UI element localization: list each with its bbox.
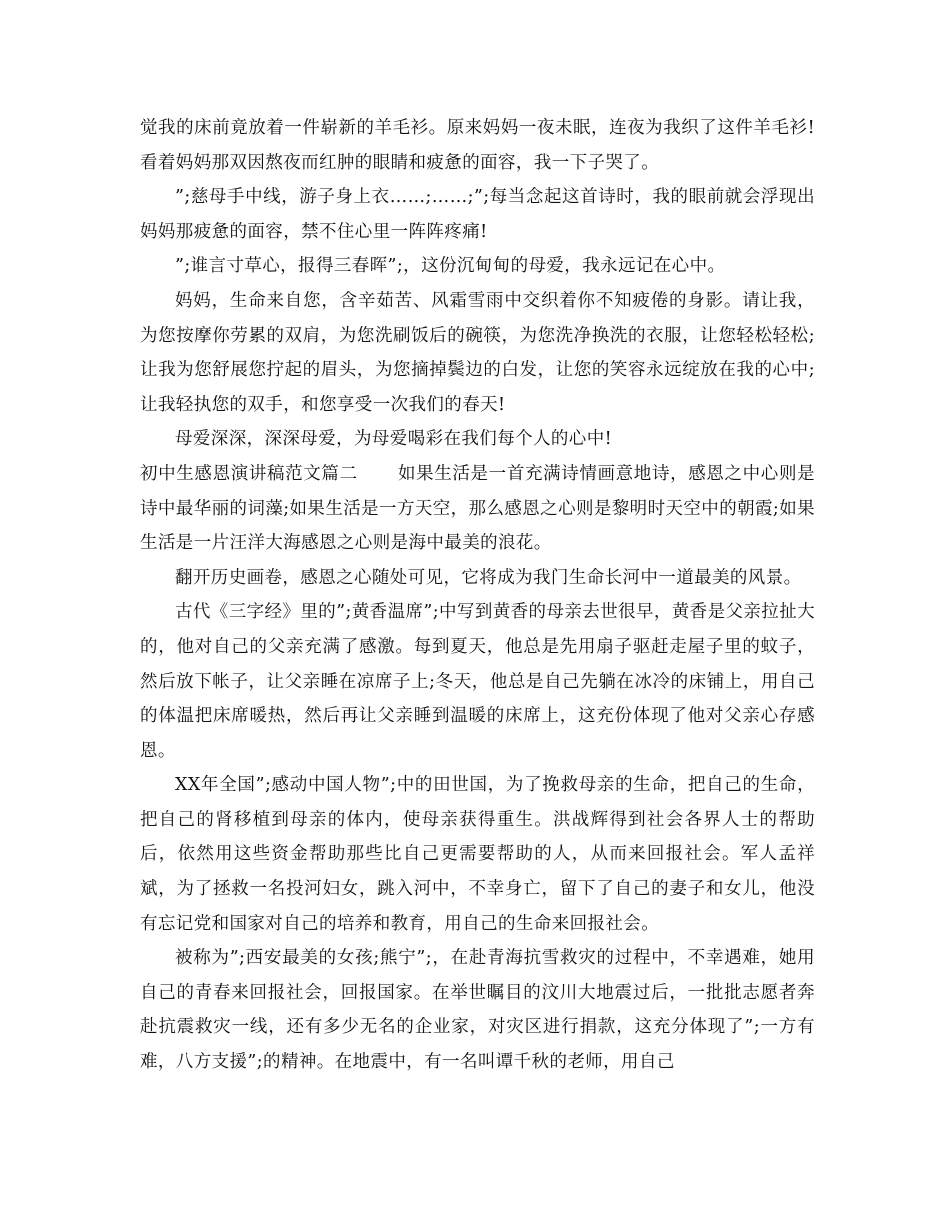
paragraph: 母爱深深，深深母爱，为母爱喝彩在我们每个人的心中! [175,429,613,450]
paragraph: 古代《三字经》里的”;黄香温席”;中写到黄香的母亲去世很早，黄香是父亲拉扯大的，他对自己的父亲充满了感激。每到夏天，他总是先用扇子驱赶走屋子里的蚊子，然后放下帐子，让父亲睡在凉席子上;冬天，他总是自己先躺在冰冷的床铺上，用自己的体温把床席暖热，然后再让父亲睡到温暖的床席上，这充份体现了他对父亲心存感恩。 [140,602,815,761]
section-paragraph [140,457,815,561]
paragraph: 翻开历史画卷，感恩之心随处可见，它将成为我门生命长河中一道最美的风景。 [175,567,802,588]
paragraph: 被称为”;西安最美的女孩;熊宁”;，在赴青海抗雪救灾的过程中，不幸遇难，她用自己的青春来回报社会，回报国家。在举世瞩目的汶川大地震过后，一批批志愿者奔赴抗震救灾一线，还有多少无名的企业家，对灾区进行捐款，这充分体现了”;一方有难，八方支援”;的精神。在地震中，有一名叫谭千秋的老师，用自己 [140,948,815,1073]
paragraph: XX年全国”;感动中国人物”;中的田世国，为了挽救母亲的生命，把自己的生命，把自己的肾移植到母亲的体内，使母亲获得重生。洪战辉得到社会各界人士的帮助后，依然用这些资金帮助那些比自己更需要帮助的人，从而来回报社会。军人孟祥斌，为了拯救一名投河妇女，跳入河中，不幸身亡，留下了自己的妻子和女儿，他没有忘记党和国家对自己的培养和教育，用自己的生命来回报社会。 [140,775,815,934]
paragraph: 觉我的床前竟放着一件崭新的羊毛衫。原来妈妈一夜未眠，连夜为我织了这件羊毛衫!看着妈妈那双因熬夜而红肿的眼睛和疲惫的面容，我一下子哭了。 [140,118,815,173]
section-first-text: 如果生活是一首充满诗情画意地诗，感恩之中心则是诗中最华丽的词藻;如果生活是一方天空，那么感恩之心则是黎明时天空中的朝霞;如果生活是一片汪洋大海感恩之心则是海中最美的浪花。 [140,463,815,554]
document-page [140,111,815,1080]
paragraph: ”;谁言寸草心，报得三春晖”;，这份沉甸甸的母爱，我永远记在心中。 [175,256,726,277]
paragraph: 妈妈，生命来自您，含辛茹苦、风霜雪雨中交织着你不知疲倦的身影。请让我，为您按摩你劳累的双肩，为您洗刷饭后的碗筷，为您洗净换洗的衣服，让您轻松轻松;让我为您舒展您拧起的眉头，为您摘掉鬓边的白发，让您的笑容永远绽放在我的心中;让我轻执您的双手，和您享受一次我们的春天! [140,290,815,415]
paragraph: ”;慈母手中线，游子身上衣……;……;”;每当念起这首诗时，我的眼前就会浮现出妈妈那疲惫的面容，禁不住心里一阵阵疼痛! [140,187,815,242]
section-heading: 初中生感恩演讲稿范文篇二 [140,463,358,484]
